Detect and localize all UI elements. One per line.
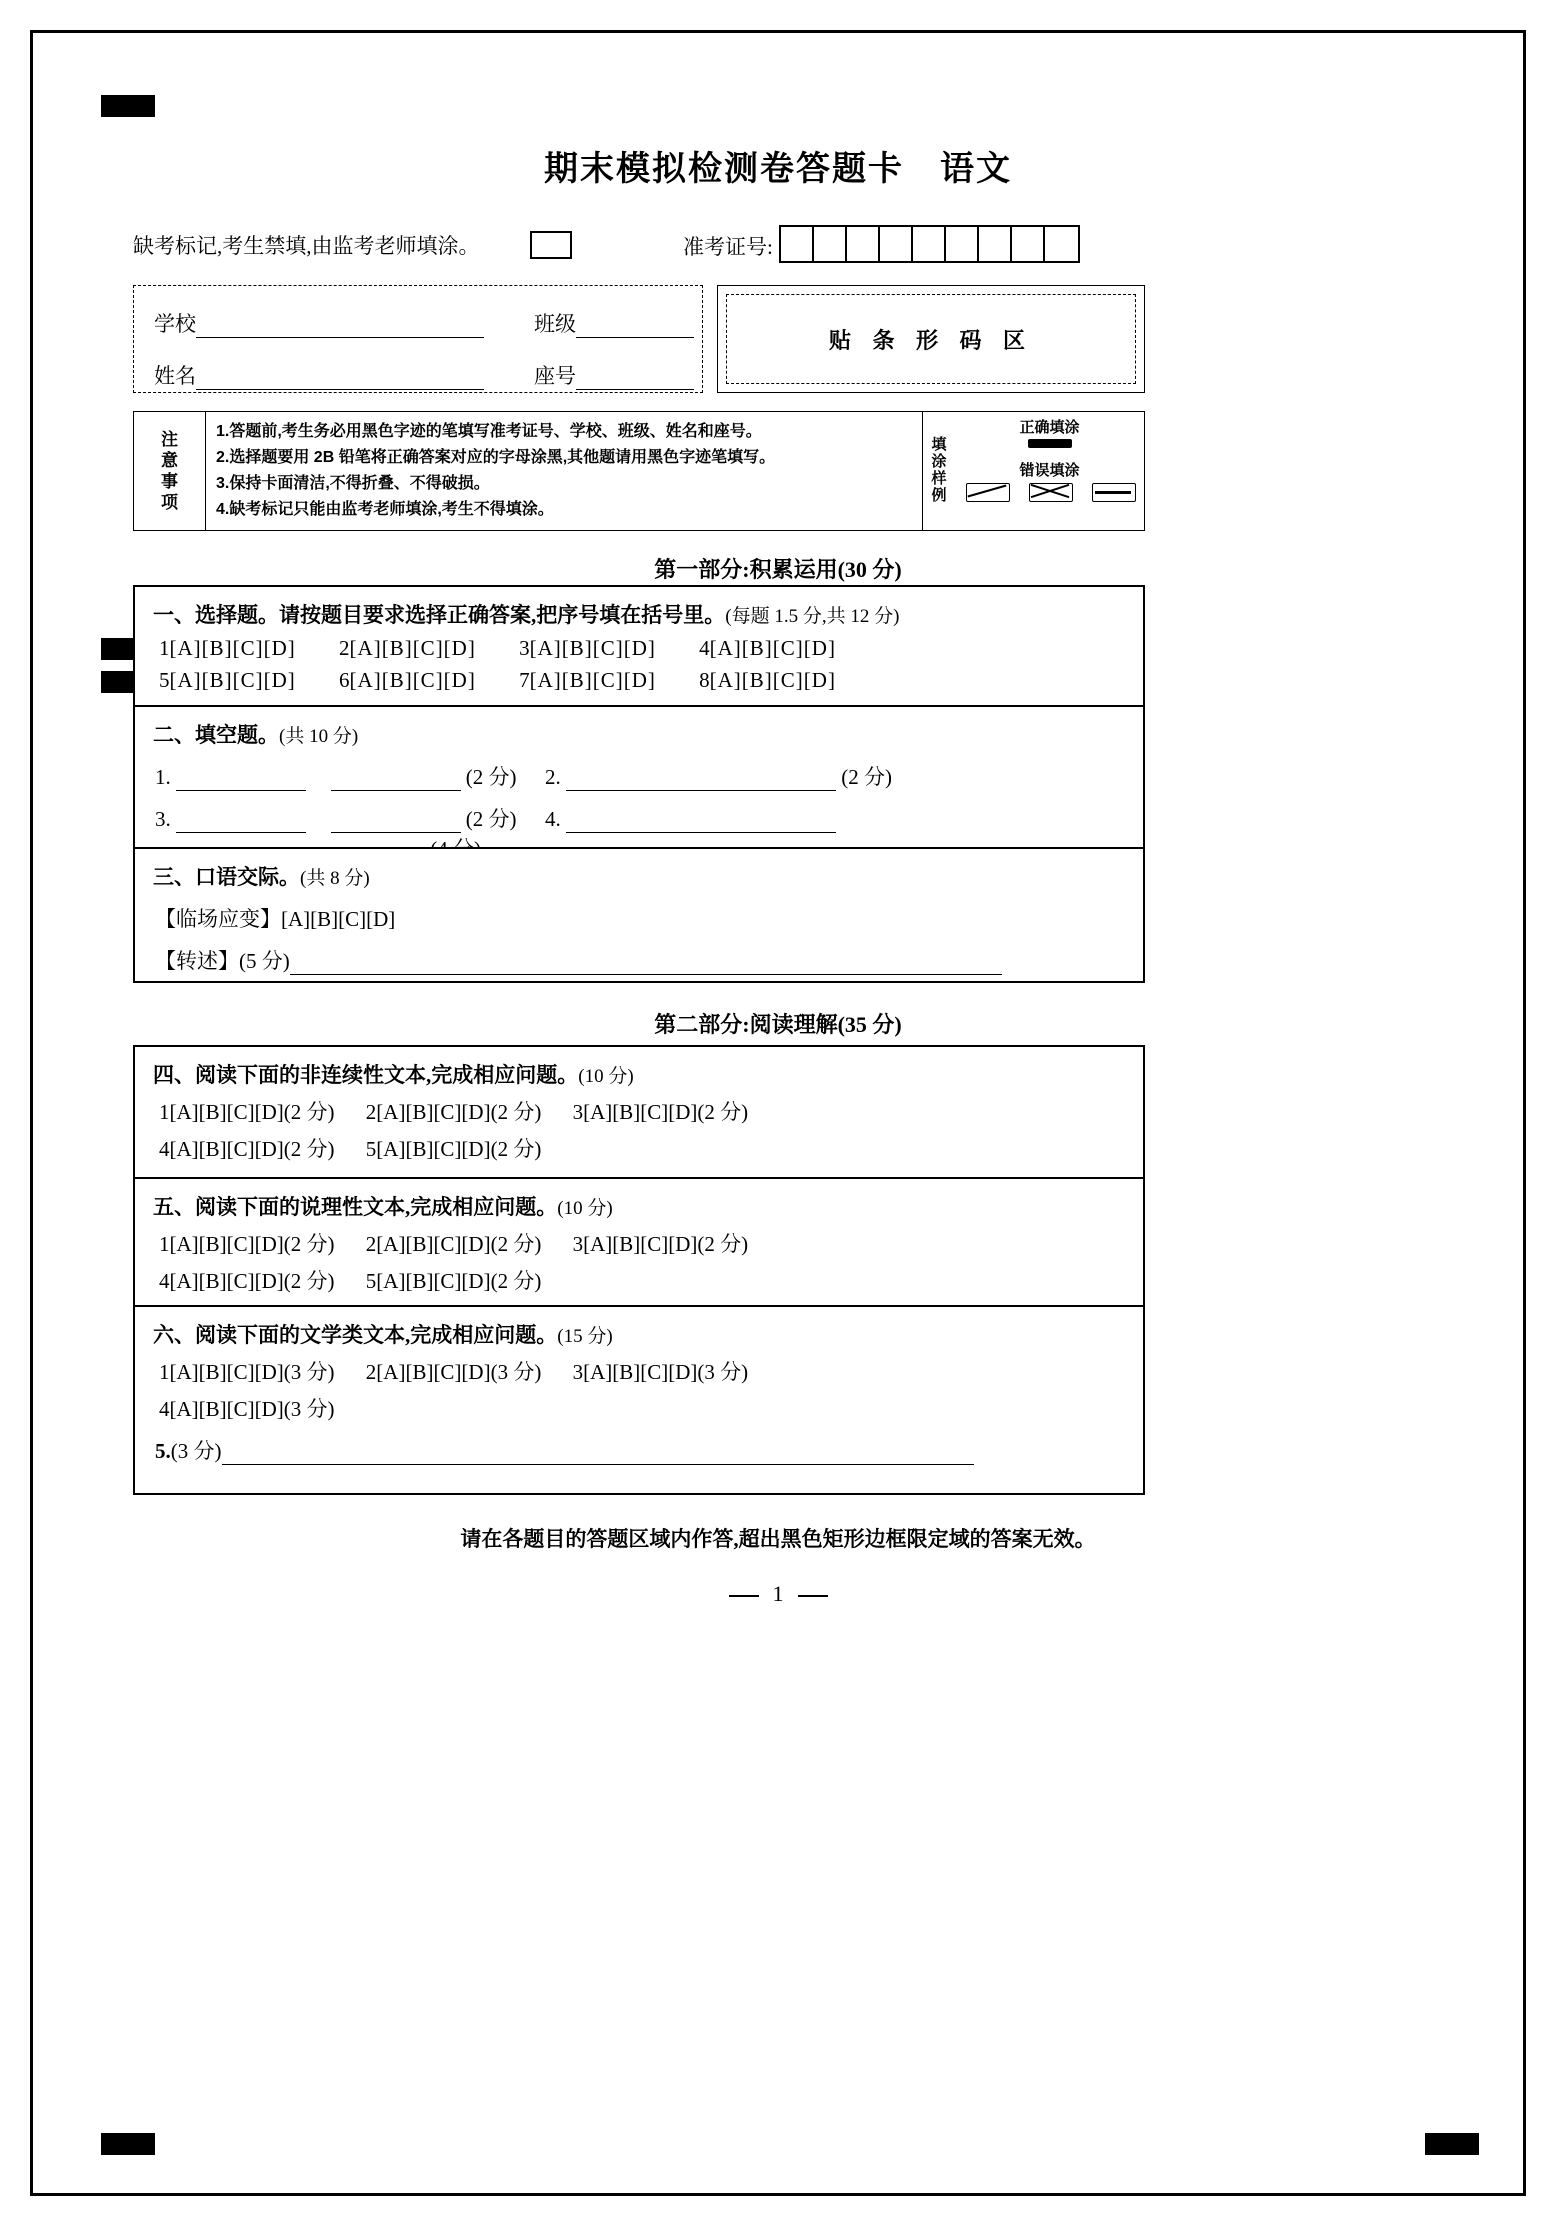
seat-label: 座号 [534,364,576,388]
q2-item-4-blank-a[interactable] [566,812,836,833]
q5-item-1[interactable]: 1[A][B][C][D](2 分) [159,1232,335,1256]
timing-mark-bottom-right [1425,2133,1479,2155]
admission-cell[interactable] [880,227,913,261]
q2-item-3-score: (2 分) [465,807,517,831]
class-label: 班级 [534,312,576,336]
q2-item-3-blank-a[interactable] [176,812,306,833]
q1-item-1[interactable]: 1[A][B][C][D] [159,636,296,660]
q1-title: 一、选择题。请按题目要求选择正确答案,把序号填在括号里。(每题 1.5 分,共 12 分) [153,603,900,627]
q5-item-2[interactable]: 2[A][B][C][D](2 分) [365,1232,542,1256]
page-title [33,141,1523,190]
q2-title: 二、填空题。(共 10 分) [153,723,359,747]
q2-item-1-score: (2 分) [465,765,517,789]
q3-row-2[interactable] [155,945,1129,975]
q5-item-4[interactable]: 4[A][B][C][D](2 分) [159,1269,335,1293]
timing-mark-top-left [101,95,155,117]
q3-adapt-options[interactable]: [A][B][C][D] [281,907,396,931]
q2-item-2-blank[interactable] [566,770,836,791]
absent-note: 缺考标记,考生禁填,由监考老师填涂。 [133,234,480,258]
seat-field[interactable] [534,360,694,390]
q4-row-2[interactable] [159,1133,1129,1163]
q4-item-4[interactable]: 4[A][B][C][D](2 分) [159,1137,335,1161]
q1-item-8[interactable]: 8[A][B][C][D] [699,668,836,692]
q2-item-3-blank-b[interactable] [331,812,461,833]
q2-row-1[interactable] [155,761,1129,791]
admission-cell[interactable] [979,227,1012,261]
q3-retell-blank[interactable] [290,954,1002,975]
fill-sample-body [955,412,1144,530]
admission-cell[interactable] [1045,227,1078,261]
q1-item-4[interactable]: 4[A][B][C][D] [699,636,836,660]
question-block-3 [133,847,1145,983]
fill-sample-label: 填 涂 样 例 [931,437,947,504]
q6-item-4[interactable]: 4[A][B][C][D](3 分) [159,1397,335,1421]
question-block-1 [133,585,1145,707]
title-subject: 语文 [940,151,1012,188]
notice-label: 注 意 事 项 [134,412,206,530]
q6-item-1[interactable]: 1[A][B][C][D](3 分) [159,1360,335,1384]
q4-item-5[interactable]: 5[A][B][C][D](2 分) [365,1137,542,1161]
q4-item-1[interactable]: 1[A][B][C][D](2 分) [159,1100,335,1124]
question-block-6 [133,1305,1145,1495]
bottom-note: 请在各题目的答题区域内作答,超出黑色矩形边框限定域的答案无效。 [460,1527,1096,1551]
admission-cell[interactable] [847,227,880,261]
fill-sample-area [922,412,1144,530]
page-number-value: 1 [772,1581,784,1606]
q4-item-2[interactable]: 2[A][B][C][D](2 分) [365,1100,542,1124]
question-block-2 [133,705,1145,849]
admission-cell[interactable] [1012,227,1045,261]
wrong-fill-marks [955,482,1144,502]
q2-item-3-num: 3. [155,807,171,831]
q6-item-5-blank[interactable] [222,1444,974,1465]
question-block-5 [133,1177,1145,1311]
notice-item: 3.保持卡面清洁,不得折叠、不得破损。 [216,474,490,492]
notice-item: 4.缺考标记只能由监考老师填涂,考生不得填涂。 [216,500,554,518]
q6-row-3[interactable] [155,1435,1129,1465]
barcode-area [717,285,1145,393]
q5-item-5[interactable]: 5[A][B][C][D](2 分) [365,1269,542,1293]
q2-item-1-blank-a[interactable] [176,770,306,791]
q2-item-2-score: (2 分) [841,765,892,789]
q3-retell-label: 【转述】 [155,949,239,973]
admission-cell[interactable] [781,227,814,261]
admission-cell[interactable] [913,227,946,261]
notice-items [206,412,922,530]
class-field[interactable] [534,308,694,338]
q1-item-3[interactable]: 3[A][B][C][D] [519,636,656,660]
school-label: 学校 [154,312,196,336]
wrong-fill-label: 错误填涂 [1019,462,1080,479]
name-field[interactable] [154,360,484,390]
timing-mark-bottom-left [101,2133,155,2155]
q2-item-4-num: 4. [545,807,561,831]
absent-checkbox[interactable] [530,231,572,259]
q1-row-1[interactable] [159,636,1129,661]
q3-title: 三、口语交际。(共 8 分) [153,865,370,889]
sheet-border [30,30,1526,2196]
q5-row-1[interactable] [159,1228,1129,1258]
part2-heading: 第二部分:阅读理解(35 分) [654,1012,902,1037]
q2-item-1-num: 1. [155,765,171,789]
q6-title: 六、阅读下面的文学类文本,完成相应问题。(15 分) [153,1323,613,1347]
q6-item-2[interactable]: 2[A][B][C][D](3 分) [365,1360,542,1384]
notice-item: 2.选择题要用 2B 铅笔将正确答案对应的字母涂黑,其他题请用黑色字迹笔填写。 [216,448,776,466]
q1-item-7[interactable]: 7[A][B][C][D] [519,668,656,692]
q1-item-6[interactable]: 6[A][B][C][D] [339,668,476,692]
q1-item-2[interactable]: 2[A][B][C][D] [339,636,476,660]
q3-retell-score: (5 分) [239,949,290,973]
admission-cell[interactable] [946,227,979,261]
q6-item-5-score: (3 分) [170,1439,222,1463]
q3-row-1[interactable] [155,903,1129,933]
question-block-4 [133,1045,1145,1179]
name-label: 姓名 [154,364,196,388]
wrong-mark-cross-icon [1027,482,1073,502]
q6-item-5-num: 5. [155,1439,171,1463]
q2-item-1-blank-b[interactable] [331,770,461,791]
notice-item: 1.答题前,考生务必用黑色字迹的笔填写准考证号、学校、班级、姓名和座号。 [216,423,762,440]
q5-row-2[interactable] [159,1265,1129,1295]
barcode-inner-dashed [726,294,1136,384]
q6-row-2[interactable] [159,1393,1129,1423]
admission-cell[interactable] [814,227,847,261]
q2-item-2-num: 2. [545,765,561,789]
admission-number-grid[interactable] [779,225,1080,263]
student-info-box [133,285,703,393]
q1-item-5[interactable]: 5[A][B][C][D] [159,668,296,692]
q4-title: 四、阅读下面的非连续性文本,完成相应问题。(10 分) [153,1063,634,1087]
admission-number-label: 准考证号: [683,235,773,259]
q5-item-3[interactable]: 3[A][B][C][D](2 分) [572,1232,749,1256]
part1-heading: 第一部分:积累运用(30 分) [654,557,902,582]
notice-box [133,411,1145,531]
title-main: 期末模拟检测卷答题卡 [544,151,904,188]
q3-adapt-label: 【临场应变】 [155,907,281,931]
q4-row-1[interactable] [159,1096,1129,1126]
page-number [33,1581,1523,1607]
wrong-mark-slash-icon [964,482,1010,502]
wrong-mark-partial-icon [1090,482,1136,502]
q6-row-1[interactable] [159,1356,1129,1386]
q6-item-3[interactable]: 3[A][B][C][D](3 分) [572,1360,749,1384]
q4-item-3[interactable]: 3[A][B][C][D](2 分) [572,1100,749,1124]
q1-row-2[interactable] [159,668,1129,693]
correct-fill-label: 正确填涂 [1019,419,1080,436]
school-field[interactable] [154,308,484,338]
barcode-label: 贴 条 形 码 区 [828,327,1033,353]
correct-fill-mark [1028,439,1072,448]
q5-title: 五、阅读下面的说理性文本,完成相应问题。(10 分) [153,1195,613,1219]
